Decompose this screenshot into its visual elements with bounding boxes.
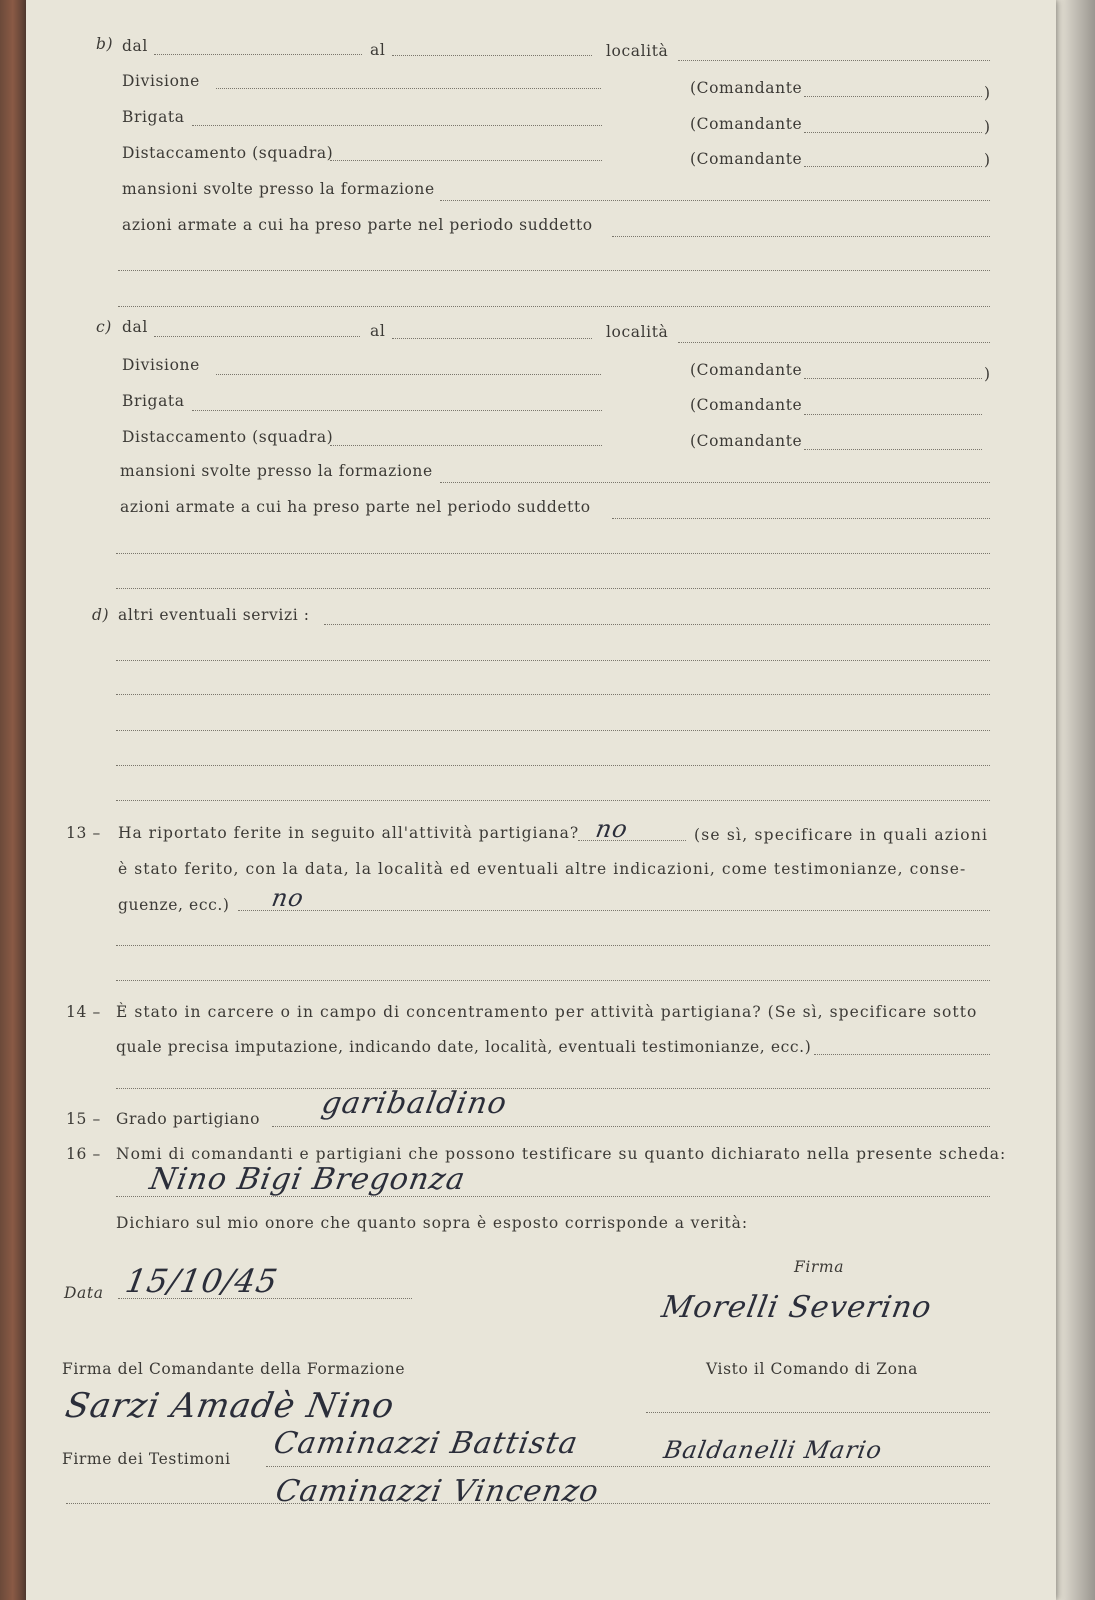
section-b-al-field[interactable] <box>392 55 592 56</box>
section-b-azioni-label: azioni armate a cui ha preso parte nel periodo suddetto <box>122 216 593 234</box>
section-b-dal-label: dal <box>122 37 148 55</box>
section-d-line-4[interactable] <box>116 730 990 731</box>
q13-line1: Ha riportato ferite in seguito all'attività partigiana? <box>118 824 580 842</box>
section-c-azioni-line-3[interactable] <box>116 588 990 589</box>
q14-line1: È stato in carcere o in campo di concentramento per attività partigiana? (Se sì, specificare sotto <box>116 1003 978 1021</box>
witnesses-label: Firme dei Testimoni <box>62 1450 231 1468</box>
section-c-divisione-label: Divisione <box>122 356 200 374</box>
zona-label: Visto il Comando di Zona <box>706 1360 918 1378</box>
section-b-divisione-close: ) <box>984 84 991 102</box>
section-c-distaccamento-field[interactable] <box>330 445 602 446</box>
q16-answer-handwritten: Nino Bigi Bregonza <box>146 1162 469 1197</box>
section-b-mansioni-field[interactable] <box>440 200 990 201</box>
section-b-brigata-field[interactable] <box>192 125 602 126</box>
section-b-azioni-line-2[interactable] <box>118 270 990 271</box>
section-c-divisione-comandante-label: (Comandante <box>690 361 803 379</box>
section-c-brigata-label: Brigata <box>122 392 185 410</box>
q13-line-3[interactable] <box>116 980 990 981</box>
section-b-distaccamento-comandante-label: (Comandante <box>690 150 803 168</box>
q16-number: 16 – <box>66 1145 101 1163</box>
section-c-brigata-comandante-field[interactable] <box>804 414 982 415</box>
witness-signature-2: Baldanelli Mario <box>661 1436 885 1464</box>
section-b-divisione-field[interactable] <box>216 88 601 89</box>
section-d-label: altri eventuali servizi : <box>118 606 310 624</box>
section-b-divisione-comandante-label: (Comandante <box>690 79 803 97</box>
q15-label: Grado partigiano <box>116 1110 261 1128</box>
q13-details-handwritten: no <box>269 884 307 912</box>
section-d-line-3[interactable] <box>116 694 990 695</box>
q13-line3: guenze, ecc.) <box>118 896 230 914</box>
section-b-divisione-label: Divisione <box>122 72 200 90</box>
section-b-marker: b) <box>96 35 114 53</box>
section-c-localita-field[interactable] <box>678 342 990 343</box>
section-b-distaccamento-comandante-field[interactable] <box>804 166 982 167</box>
section-c-azioni-line-2[interactable] <box>116 553 990 554</box>
section-c-divisione-comandante-field[interactable] <box>804 378 982 379</box>
q14-line2: quale precisa imputazione, indicando date, località, eventuali testimonianze, ecc.) <box>116 1038 812 1056</box>
section-c-azioni-field[interactable] <box>612 518 990 519</box>
section-d-marker: d) <box>92 606 110 624</box>
section-b-brigata-comandante-label: (Comandante <box>690 115 803 133</box>
section-b-dal-field[interactable] <box>154 54 362 55</box>
section-d-line-5[interactable] <box>116 765 990 766</box>
section-b-divisione-comandante-field[interactable] <box>804 96 982 97</box>
section-b-al-label: al <box>370 41 386 59</box>
section-b-localita-field[interactable] <box>678 60 990 61</box>
q15-number: 15 – <box>66 1110 101 1128</box>
section-c-dal-label: dal <box>122 318 148 336</box>
witnesses-field-1[interactable] <box>266 1466 990 1467</box>
q13-line2: è stato ferito, con la data, la località ed eventuali altre indicazioni, come testimonianze, conse- <box>118 860 967 878</box>
q14-field[interactable] <box>814 1054 990 1055</box>
section-b-distaccamento-field[interactable] <box>330 160 602 161</box>
section-c-distaccamento-comandante-field[interactable] <box>804 449 982 450</box>
section-b-brigata-comandante-field[interactable] <box>804 132 982 133</box>
zona-signature-field[interactable] <box>646 1412 990 1413</box>
q13-number: 13 – <box>66 824 101 842</box>
section-c-brigata-comandante-label: (Comandante <box>690 396 803 414</box>
firma-signature: Morelli Severino <box>658 1290 935 1325</box>
commander-signature: Sarzi Amadè Nino <box>62 1386 398 1426</box>
q16-label: Nomi di comandanti e partigiani che possono testificare su quanto dichiarato nella presente scheda: <box>116 1145 1007 1163</box>
date-handwritten: 15/10/45 <box>122 1262 282 1300</box>
q13-details-field[interactable] <box>238 910 990 911</box>
section-b-mansioni-label: mansioni svolte presso la formazione <box>122 180 435 198</box>
witness-signature-3: Caminazzi Vincenzo <box>272 1474 602 1509</box>
witness-signature-1: Caminazzi Battista <box>270 1426 581 1461</box>
section-b-azioni-line-3[interactable] <box>118 306 990 307</box>
section-c-al-label: al <box>370 322 386 340</box>
commander-label: Firma del Comandante della Formazione <box>62 1360 406 1378</box>
section-b-distaccamento-close: ) <box>984 151 991 169</box>
section-c-distaccamento-label: Distaccamento (squadra) <box>122 428 334 446</box>
firma-label: Firma <box>794 1258 845 1276</box>
section-d-line-6[interactable] <box>116 800 990 801</box>
section-b-localita-label: località <box>606 42 669 60</box>
q13-line1-tail: (se sì, specificare in quali azioni <box>694 826 989 844</box>
declaration-text: Dichiaro sul mio onore che quanto sopra è esposto corrisponde a verità: <box>116 1214 748 1232</box>
section-c-divisione-close: ) <box>984 365 991 383</box>
q15-answer-handwritten: garibaldino <box>318 1086 510 1121</box>
section-b-distaccamento-label: Distaccamento (squadra) <box>122 144 334 162</box>
section-b-azioni-field[interactable] <box>612 236 990 237</box>
section-c-brigata-field[interactable] <box>192 410 602 411</box>
section-c-mansioni-label: mansioni svolte presso la formazione <box>120 462 433 480</box>
section-d-line-2[interactable] <box>116 660 990 661</box>
form-page <box>26 0 1056 1600</box>
q14-number: 14 – <box>66 1003 101 1021</box>
section-c-distaccamento-comandante-label: (Comandante <box>690 432 803 450</box>
section-c-localita-label: località <box>606 323 669 341</box>
q13-line-2[interactable] <box>116 945 990 946</box>
section-c-divisione-field[interactable] <box>216 374 601 375</box>
q15-field[interactable] <box>272 1126 990 1127</box>
section-c-azioni-label: azioni armate a cui ha preso parte nel periodo suddetto <box>120 498 591 516</box>
section-b-brigata-label: Brigata <box>122 108 185 126</box>
q14-line-2[interactable] <box>116 1088 990 1089</box>
section-d-field[interactable] <box>324 624 990 625</box>
section-c-al-field[interactable] <box>392 338 592 339</box>
q13-answer-handwritten: no <box>593 815 631 843</box>
date-label: Data <box>64 1284 104 1302</box>
section-b-brigata-close: ) <box>984 118 991 136</box>
section-c-dal-field[interactable] <box>154 336 360 337</box>
section-c-mansioni-field[interactable] <box>440 482 990 483</box>
section-c-marker: c) <box>96 318 112 336</box>
